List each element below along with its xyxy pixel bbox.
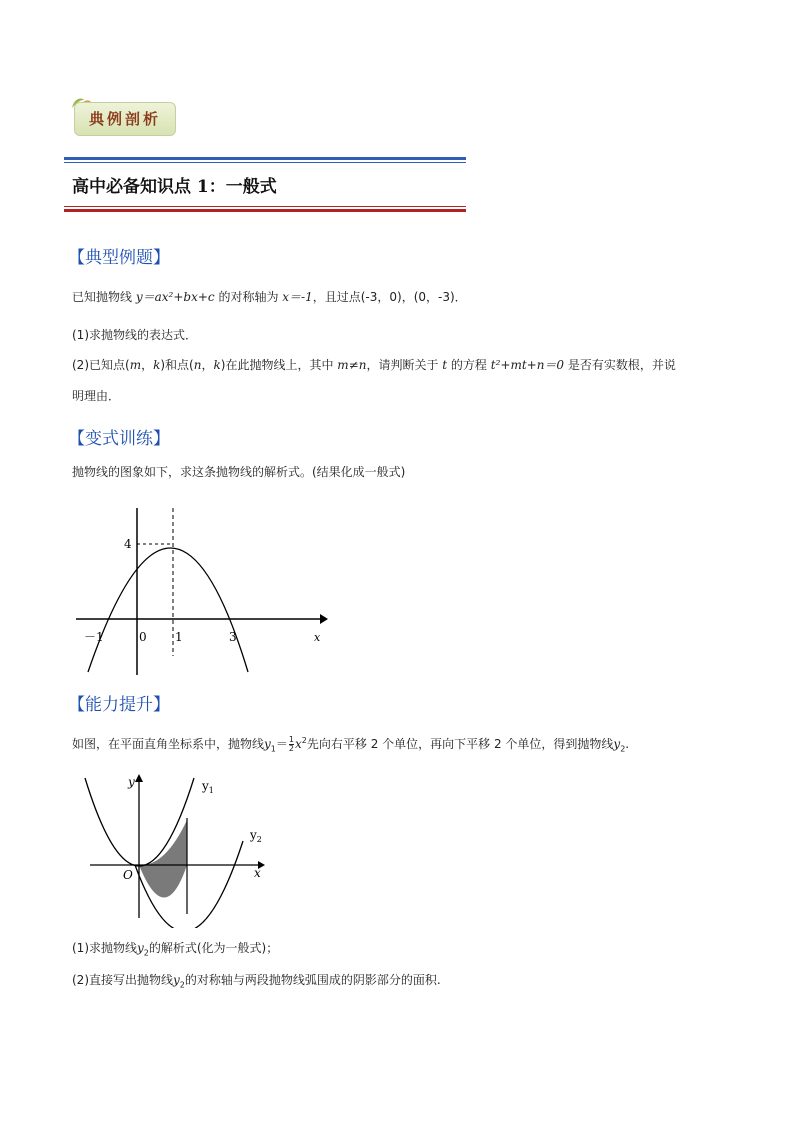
- label-x1: 1: [175, 630, 183, 644]
- section-title-ability: 【能力提升】: [68, 695, 170, 715]
- page-title: 高中必备知识点 1：一般式: [72, 177, 277, 197]
- example-stem: 已知抛物线 y＝ax²+bx+c 的对称轴为 x＝-1，且过点(-3，0)，(0，-3)．: [72, 290, 467, 304]
- label-y1: $y_1$: [202, 779, 214, 795]
- label-y2: $y_2$: [250, 828, 262, 844]
- section-badge: [74, 102, 176, 136]
- parabola-graph-1: [70, 500, 340, 680]
- label-y: y: [128, 775, 135, 789]
- ability-text: 如图，在平面直角坐标系中，抛物线$y_1=$ $\frac{1}{2}$ $x^2$先向右平移 2 个单位，再向下平移 2 个单位，得到抛物线$y_2$.: [72, 735, 630, 754]
- badge-label: 典例剖析: [88, 110, 161, 128]
- section-title-variant: 【变式训练】: [68, 429, 170, 449]
- bottom-rule: [64, 206, 466, 212]
- parabola-graph-2: [70, 768, 280, 928]
- top-rule: [64, 157, 466, 163]
- label-y4: 4: [124, 537, 132, 551]
- label-xneg1: －1: [84, 630, 104, 644]
- variant-text: 抛物线的图象如下，求这条抛物线的解析式。(结果化成一般式): [72, 465, 406, 479]
- label-x0: 0: [139, 630, 147, 644]
- section-title-example: 【典型例题】: [68, 248, 170, 268]
- x-axis-arrow: [320, 614, 328, 624]
- label-xaxis: x: [314, 631, 321, 644]
- label-origin: O: [123, 868, 133, 882]
- label-x: x: [254, 866, 261, 880]
- ability-question-1: (1)求抛物线$y_2$的解析式(化为一般式)；: [72, 941, 279, 958]
- example-question-2-cont: 明理由．: [72, 389, 121, 403]
- label-x3: 3: [229, 630, 237, 644]
- example-question-1: (1)求抛物线的表达式．: [72, 328, 197, 342]
- parabola-curve: [88, 548, 248, 672]
- example-question-2: (2)已知点(m，k)和点(n，k)在此抛物线上，其中 m≠n，请判断关于 t 的方程 t²+mt+n＝0 是否有实数根，并说: [72, 358, 676, 372]
- y-axis-arrow: [135, 774, 143, 782]
- shaded-region: [139, 820, 187, 898]
- ability-question-2: (2)直接写出抛物线$y_2$的对称轴与两段抛物线弧围成的阴影部分的面积.: [72, 973, 441, 990]
